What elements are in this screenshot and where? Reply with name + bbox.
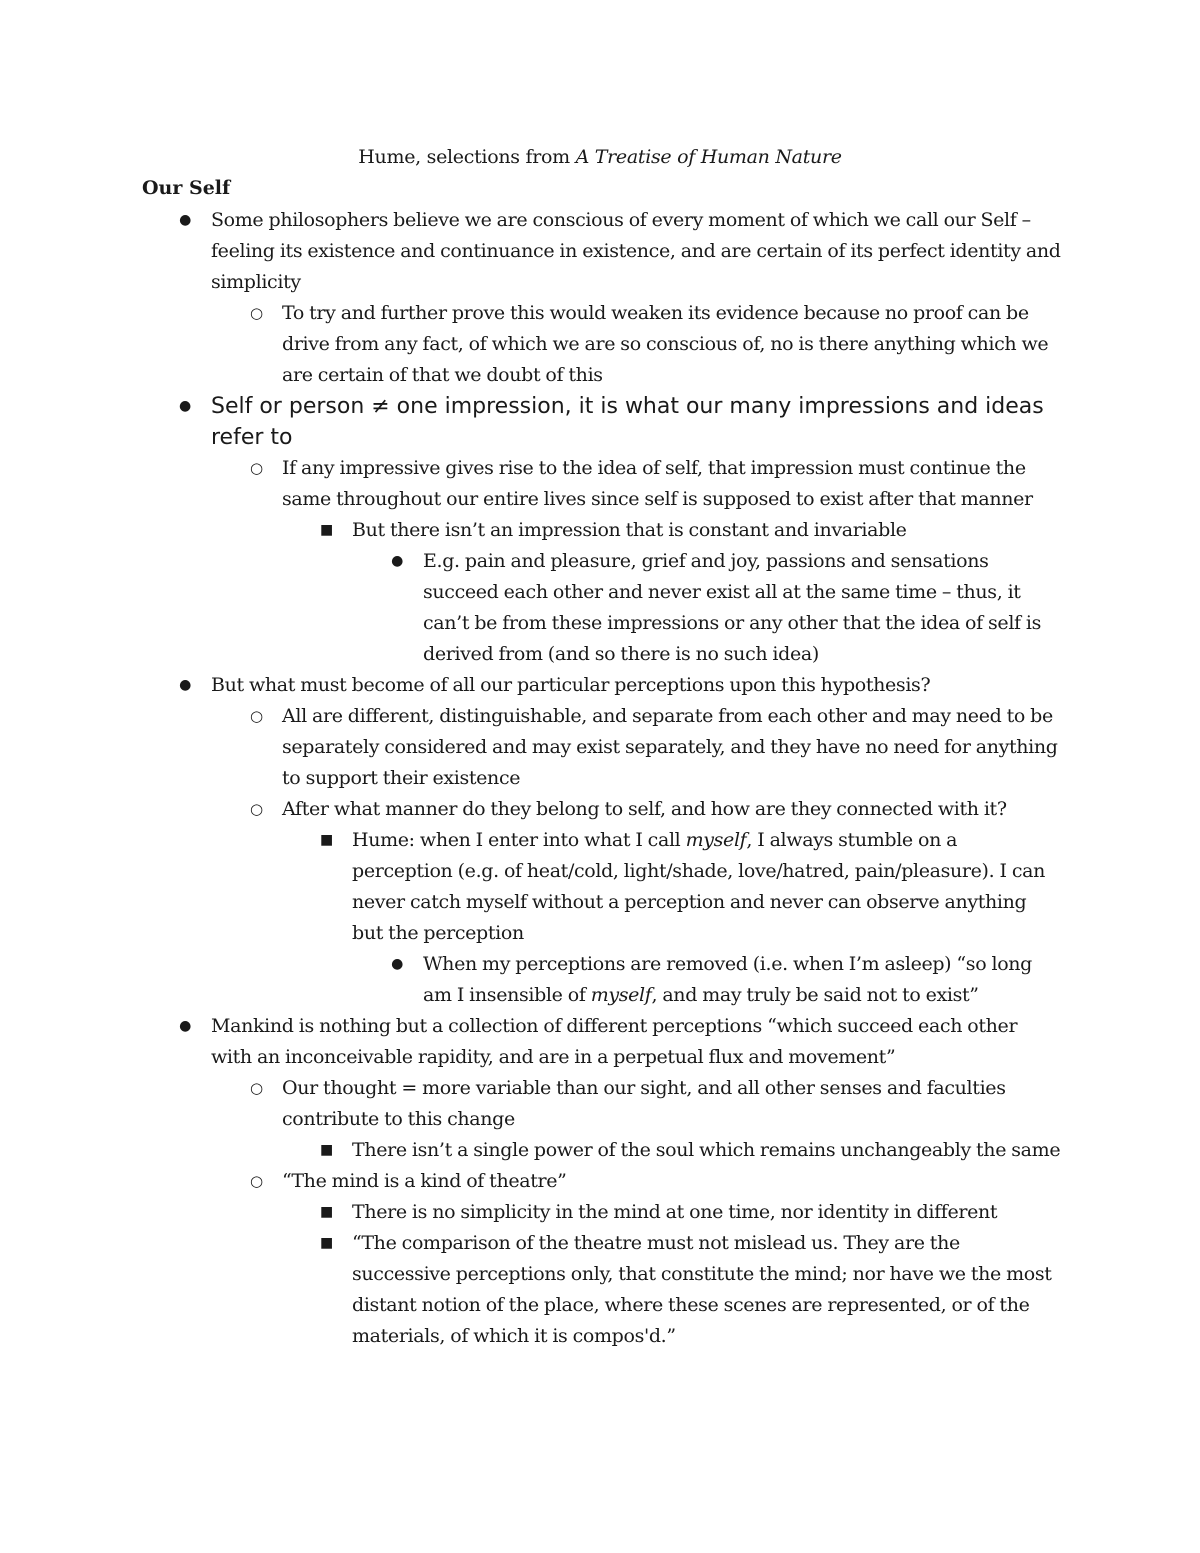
text-segment: Hume: when I enter into what I call [352, 829, 686, 851]
title-prefix: Hume, selections from [358, 146, 576, 168]
outline-item-text: To try and further prove this would weaken its evidence because no proof can be drive from any fact, of which we are so conscious of, no is there anything which we are certain of that we doubt of this [282, 302, 1049, 386]
outline-item-text: E.g. pain and pleasure, grief and joy, passions and sensations succeed each other and never exist all at the same time – thus, it can’t be from these impressions or any other that the idea of self is derived from (and so there is no such idea) [423, 550, 1042, 665]
bullet-icon: ○ [250, 707, 263, 725]
outline-item-level-2 [0, 701, 1062, 794]
outline-item-level-3 [0, 1135, 1062, 1166]
outline-item-text: Some philosophers believe we are conscious of every moment of which we call our Self – feeling its existence and continuance in existence, and are certain of its perfect identity and simplicity [211, 209, 1061, 293]
outline-item-level-1 [0, 205, 1061, 298]
outline-item-level-1 [0, 391, 1061, 453]
outline-item-level-2 [0, 298, 1062, 391]
outline-item-text: But what must become of all our particular perceptions upon this hypothesis? [211, 674, 931, 696]
outline-item-text: “The comparison of the theatre must not mislead us. They are the successive perceptions only, that constitute the mind; nor have we the most distant notion of the place, where these scenes are represented, or of the materials, of which it is compos'd.” [352, 1232, 1052, 1347]
bullet-icon: ■ [320, 522, 333, 538]
bullet-icon: ● [391, 956, 403, 972]
bullet-icon: ■ [320, 1142, 333, 1158]
bullet-icon: ● [179, 1018, 191, 1034]
outline-item-level-4 [0, 546, 1063, 670]
outline-item-level-2 [0, 1166, 1062, 1197]
outline-item-text: Our thought = more variable than our sight, and all other senses and faculties contribute to this change [282, 1077, 1006, 1130]
text-segment: , and may truly be said not to exist” [651, 984, 979, 1006]
bullet-icon: ● [179, 398, 192, 414]
bullet-icon: ■ [320, 1204, 333, 1220]
outline-item-text: But there isn’t an impression that is constant and invariable [352, 519, 907, 541]
bullet-icon: ● [179, 677, 191, 693]
outline-item-level-2 [0, 453, 1062, 515]
bullet-icon: ○ [250, 800, 263, 818]
bullet-icon: ● [179, 212, 191, 228]
bullet-icon: ○ [250, 304, 263, 322]
outline-item-text: After what manner do they belong to self, and how are they connected with it? [282, 798, 1007, 820]
outline-item-text: All are different, distinguishable, and separate from each other and may need to be separately considered and may exist separately, and they have no need for anything to support their existence [282, 705, 1058, 789]
document-title [0, 142, 1200, 172]
section-heading: Our Self [142, 177, 231, 199]
italic-term: myself [685, 829, 747, 851]
outline-item-text [423, 949, 1063, 1011]
outline-item-text: Mankind is nothing but a collection of different perceptions “which succeed each other with an inconceivable rapidity, and are in a perpetual flux and movement” [211, 1015, 1018, 1068]
outline-item-text: There is no simplicity in the mind at one time, nor identity in different [352, 1201, 998, 1223]
bullet-icon: ○ [250, 1172, 263, 1190]
outline-item-level-2 [0, 794, 1062, 825]
italic-term: myself [590, 984, 652, 1006]
bullet-icon: ● [391, 553, 403, 569]
bullet-icon: ○ [250, 459, 263, 477]
bullet-icon: ■ [320, 832, 333, 848]
outline-item-level-3 [0, 515, 1062, 546]
title-book: A Treatise of Human Nature [575, 146, 842, 168]
text-segment: , I always stumble on a perception (e.g. of heat/cold, light/shade, love/hatred, pain/pleasure). I can never catch myself without a perception and never can observe anything but the perception [352, 829, 1045, 944]
notes-list [0, 205, 1200, 1352]
outline-item-text: Self or person ≠ one impression, it is what our many impressions and ideas refer to [211, 394, 1044, 450]
bullet-icon: ■ [320, 1235, 333, 1251]
outline-item-level-2 [0, 1073, 1062, 1135]
outline-item-level-3 [0, 825, 1062, 949]
outline-item-level-4 [0, 949, 1063, 1011]
outline-item-level-3 [0, 1197, 1062, 1228]
outline-item-level-1 [0, 670, 1061, 701]
outline-item-text: If any impressive gives rise to the idea of self, that impression must continue the same throughout our entire lives since self is supposed to exist after that manner [282, 457, 1033, 510]
outline-item-text: “The mind is a kind of theatre” [282, 1170, 567, 1192]
outline-item-level-1 [0, 1011, 1061, 1073]
text-segment: When my perceptions are removed (i.e. when I’m asleep) “so long am I insensible of [423, 953, 1032, 1006]
outline-item-text [352, 825, 1062, 949]
outline-item-level-3 [0, 1228, 1062, 1352]
bullet-icon: ○ [250, 1079, 263, 1097]
outline-item-text: There isn’t a single power of the soul which remains unchangeably the same [352, 1139, 1061, 1161]
